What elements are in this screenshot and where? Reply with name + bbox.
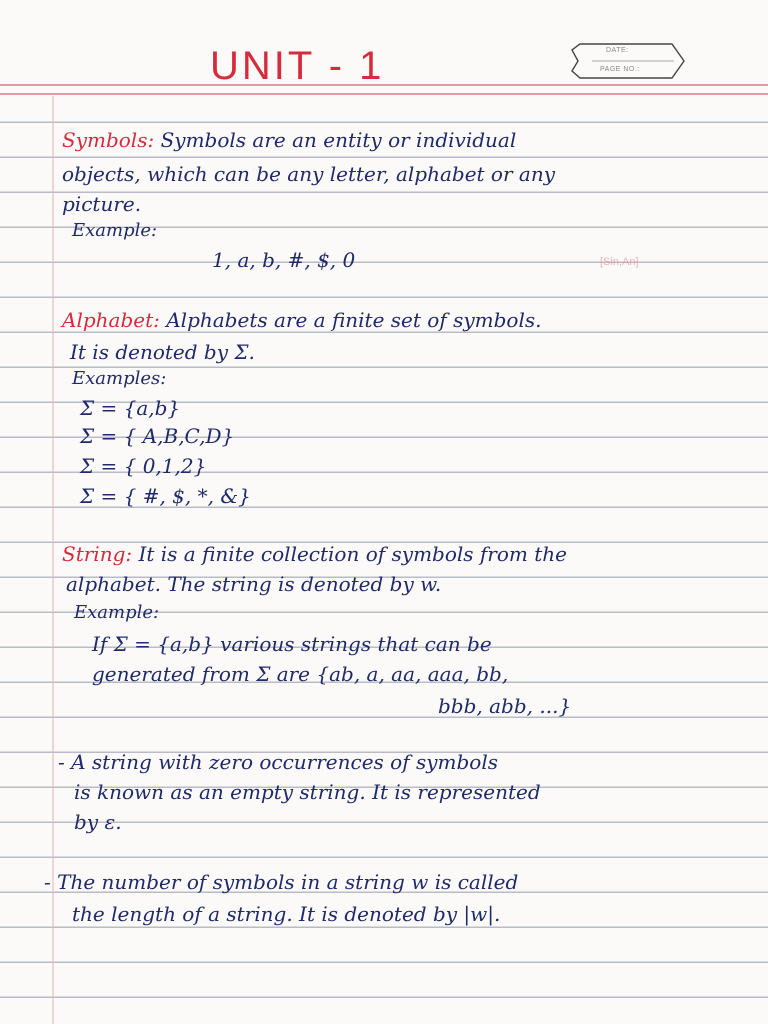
length-line-2: the length of a string. It is denoted by |w|.	[72, 902, 501, 926]
symbols-definition-line-2: objects, which can be any letter, alphabet or any	[62, 162, 555, 186]
string-heading	[62, 542, 567, 566]
empty-string-line-3: by ε.	[74, 810, 122, 834]
alphabet-example-1: Σ = {a,b}	[80, 396, 181, 420]
empty-string-line-1: - A string with zero occurrences of symbols	[58, 750, 498, 774]
symbols-term: Symbols:	[62, 128, 155, 152]
string-definition-line-2: alphabet. The string is denoted by w.	[66, 572, 442, 596]
alphabet-heading	[62, 308, 541, 332]
alphabet-example-4: Σ = { #, $, *, &}	[80, 484, 251, 508]
alphabet-example-2: Σ = { A,B,C,D}	[80, 424, 235, 448]
empty-string-line-2: is known as an empty string. It is represented	[74, 780, 541, 804]
string-definition-line-1: It is a finite collection of symbols from the	[138, 542, 567, 566]
header-rule-bottom	[0, 93, 768, 95]
alphabet-term: Alphabet:	[62, 308, 160, 332]
symbols-heading	[62, 128, 516, 152]
date-label: DATE:	[606, 47, 629, 54]
symbols-definition-line-1: Symbols are an entity or individual	[160, 128, 517, 152]
symbols-example: 1, a, b, #, $, 0	[212, 248, 356, 272]
page-title: UNIT - 1	[210, 44, 385, 88]
alphabet-definition-line-2: It is denoted by Σ.	[70, 340, 255, 364]
string-example-line-2: generated from Σ are {ab, a, aa, aaa, bb,	[92, 662, 509, 686]
string-example-label: Example:	[74, 602, 160, 623]
date-page-box	[566, 40, 686, 82]
alphabet-examples-label: Examples:	[72, 368, 167, 389]
length-line-1: - The number of symbols in a string w is called	[44, 870, 519, 894]
alphabet-example-3: Σ = { 0,1,2}	[80, 454, 207, 478]
symbols-definition-line-3: picture.	[62, 192, 142, 216]
page-number-label: PAGE NO.:	[600, 66, 640, 73]
string-term: String:	[62, 542, 133, 566]
symbols-example-label: Example:	[72, 220, 158, 241]
string-example-line-3: bbb, abb, ...}	[438, 694, 572, 718]
alphabet-definition-line-1: Alphabets are a finite set of symbols.	[166, 308, 542, 332]
string-example-line-1: If Σ = {a,b} various strings that can be	[92, 632, 492, 656]
faded-bleed-through-mark: [Sin,An]	[600, 256, 639, 268]
